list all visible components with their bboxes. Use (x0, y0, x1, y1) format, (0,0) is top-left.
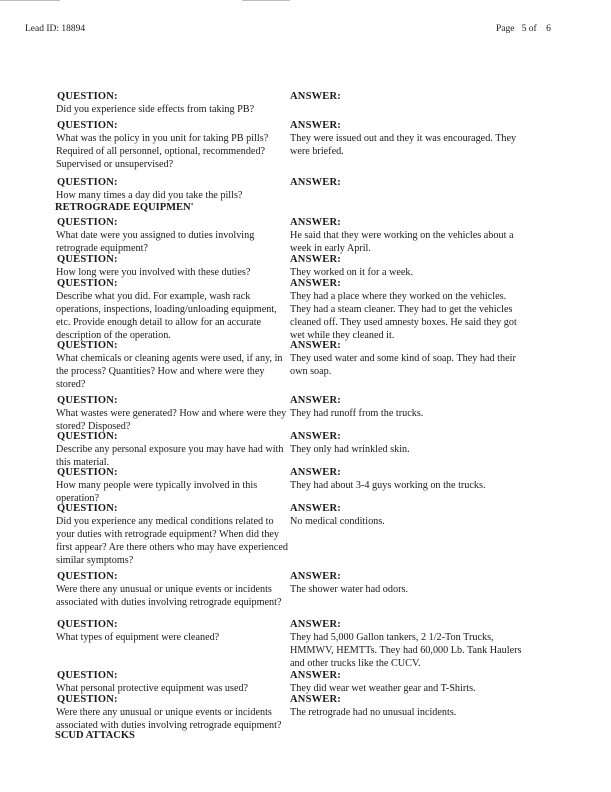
question-text: What chemicals or cleaning agents were used, if any, in the process? Quantities? How and where were they stored? (56, 353, 283, 390)
question-label: QUESTION: (57, 670, 118, 681)
of-label: of (528, 24, 537, 34)
question-text: Did you experience side effects from taking PB? (56, 104, 255, 115)
question-text: Describe what you did. For example, wash rack operations, inspections, loading/unloading equipment, etc. Provide enough detail to allow for an accurate description of the operation. (56, 291, 277, 341)
question-text: What was the policy in you unit for taking PB pills? Required of all personnel, optional, recommended? Supervised or unsupervised? (56, 133, 269, 170)
question-label: QUESTION: (57, 395, 118, 406)
question-label: QUESTION: (57, 694, 118, 705)
answer-text: They had 5,000 Gallon tankers, 2 1/2-Ton Trucks, HMMWV, HEMTTs. They had 60,000 Lb. Tank Haulers and other trucks like the CUCV. (290, 632, 522, 669)
answer-label: ANSWER: (290, 619, 341, 630)
answer-label: ANSWER: (290, 177, 341, 188)
question-label: QUESTION: (57, 217, 118, 228)
question-label: QUESTION: (57, 120, 118, 131)
answer-label: ANSWER: (290, 217, 341, 228)
section-heading-retrograde: RETROGRADE EQUIPMEN' (55, 202, 194, 213)
answer-text: They had about 3-4 guys working on the trucks. (290, 480, 486, 491)
section-heading-scud: SCUD ATTACKS (55, 730, 135, 741)
question-text: How many people were typically involved in this operation? (56, 480, 258, 504)
answer-text: The retrograde had no unusual incidents. (290, 707, 457, 718)
question-label: QUESTION: (57, 91, 118, 102)
answer-text: The shower water had odors. (290, 584, 408, 595)
question-text: How many times a day did you take the pills? (56, 190, 243, 201)
answer-text: They used water and some kind of soap. They had their own soap. (290, 353, 516, 377)
answer-label: ANSWER: (290, 467, 341, 478)
scan-artifact (0, 0, 60, 1)
page-number: 5 (521, 24, 527, 34)
answer-text: They did wear wet weather gear and T-Shirts. (290, 683, 476, 694)
page-indicator (496, 24, 551, 34)
answer-label: ANSWER: (290, 91, 341, 102)
question-text: What types of equipment were cleaned? (56, 632, 220, 643)
page-total: 6 (546, 24, 551, 34)
answer-label: ANSWER: (290, 120, 341, 131)
question-text: What date were you assigned to duties involving retrograde equipment? (56, 230, 255, 254)
question-text: Were there any unusual or unique events or incidents associated with duties involving retrograde equipment? (56, 707, 282, 731)
answer-text: They only had wrinkled skin. (290, 444, 410, 455)
question-text: What personal protective equipment was used? (56, 683, 249, 694)
question-label: QUESTION: (57, 431, 118, 442)
answer-text: They were issued out and they it was encouraged. They were briefed. (290, 133, 517, 157)
question-label: QUESTION: (57, 619, 118, 630)
answer-text: They had a place where they worked on the vehicles. They had a steam cleaner. They had to get the vehicles cleaned off. They used amnesty boxes. He said they got wet while they cleaned it. (290, 291, 517, 341)
answer-label: ANSWER: (290, 340, 341, 351)
answer-label: ANSWER: (290, 395, 341, 406)
question-label: QUESTION: (57, 340, 118, 351)
answer-label: ANSWER: (290, 431, 341, 442)
question-text: How long were you involved with these duties? (56, 267, 251, 278)
lead-id: Lead ID: 18894 (25, 24, 86, 34)
answer-label: ANSWER: (290, 694, 341, 705)
question-text: What wastes were generated? How and where were they stored? Disposed? (56, 408, 287, 432)
page-label: Page (496, 24, 515, 34)
question-text: Were there any unusual or unique events or incidents associated with duties involving retrograde equipment? (56, 584, 282, 608)
question-text: Describe any personal exposure you may have had with this material. (56, 444, 284, 468)
answer-label: ANSWER: (290, 254, 341, 265)
question-label: QUESTION: (57, 177, 118, 188)
answer-text: They had runoff from the trucks. (290, 408, 424, 419)
question-label: QUESTION: (57, 254, 118, 265)
answer-label: ANSWER: (290, 503, 341, 514)
answer-text: He said that they were working on the vehicles about a week in early April. (290, 230, 514, 254)
question-label: QUESTION: (57, 467, 118, 478)
question-label: QUESTION: (57, 278, 118, 289)
question-text: Did you experience any medical conditions related to your duties with retrograde equipment? When did they first appear? Are there others who may have experienced similar symptoms? (56, 516, 288, 566)
question-label: QUESTION: (57, 503, 118, 514)
scan-artifact (242, 0, 290, 1)
answer-label: ANSWER: (290, 278, 341, 289)
answer-text: No medical conditions. (290, 516, 385, 527)
question-label: QUESTION: (57, 571, 118, 582)
answer-label: ANSWER: (290, 670, 341, 681)
answer-text: They worked on it for a week. (290, 267, 414, 278)
answer-label: ANSWER: (290, 571, 341, 582)
